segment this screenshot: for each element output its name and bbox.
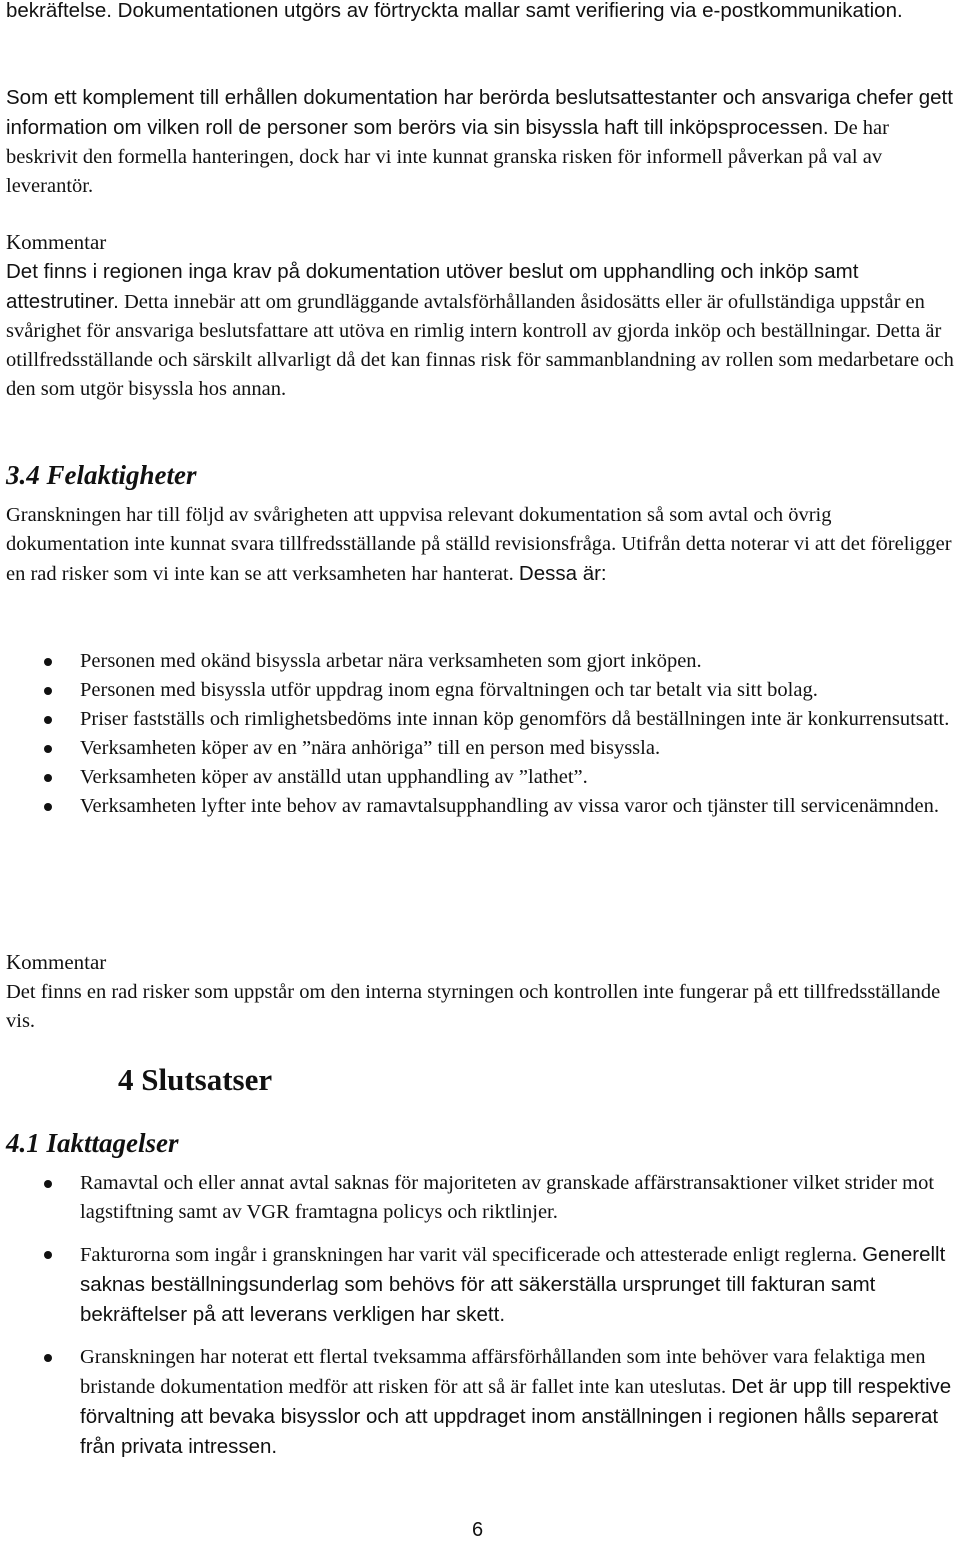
observation-text-a: Fakturorna som ingår i granskningen har varit väl specificerade och attesterade enligt reglerna. — [80, 1244, 857, 1266]
risk-list-item — [6, 705, 958, 734]
kommentar-label-1: Kommentar — [6, 230, 107, 254]
risk-list-item — [6, 647, 958, 676]
observation-text-a: Ramavtal och eller annat avtal saknas för majoriteten av granskade affärstransaktioner vilket strider mot lagstiftning samt av VGR framtagna policys och riktlinjer. — [80, 1172, 935, 1223]
section-heading-3-4: 3.4 Felaktigheter — [6, 460, 197, 490]
risk-text: Personen med okänd bisyssla arbetar nära verksamheten som gjort inköpen. — [80, 650, 702, 672]
risk-text: Personen med bisyssla utför uppdrag inom egna förvaltningen och tar betalt via sitt bolag. — [80, 679, 818, 701]
kommentar-2-text: Det finns en rad risker som uppstår om den interna styrningen och kontrollen inte fungerar på ett tillfredsställande vis. — [6, 981, 941, 1032]
komplement-paragraph — [6, 83, 958, 201]
chapter-heading-4: 4 Slutsatser — [118, 1062, 273, 1097]
risk-list-item — [6, 792, 958, 821]
bullet-icon — [44, 1251, 52, 1259]
risk-text: Verksamheten lyfter inte behov av ramavtalsupphandling av vissa varor och tjänster till servicenämnden. — [80, 795, 940, 817]
observation-list-item — [6, 1240, 958, 1330]
felaktigheter-paragraph — [6, 501, 958, 589]
bullet-icon — [44, 1180, 52, 1188]
observation-list — [6, 1169, 958, 1462]
kommentar-paragraph-2 — [6, 978, 958, 1036]
section-heading-4-1: 4.1 Iakttagelser — [6, 1128, 179, 1158]
bullet-icon — [44, 716, 52, 724]
risk-list — [6, 647, 958, 821]
bullet-icon — [44, 1354, 52, 1362]
bullet-icon — [44, 774, 52, 782]
bullet-icon — [44, 745, 52, 753]
risk-list-item — [6, 676, 958, 705]
kommentar-label-2: Kommentar — [6, 950, 107, 974]
observation-text-b: Generellt saknas beställningsunderlag som behövs för att säkerställa ursprunget till fakturan samt bekräftelser på att leverans verkligen har skett. — [80, 1243, 946, 1326]
risk-list-item — [6, 734, 958, 763]
kommentar-paragraph-1 — [6, 257, 958, 404]
risk-text: Priser fastställs och rimlighetsbedöms inte innan köp genomförs då beställningen inte är konkurrensutsatt. — [80, 708, 950, 730]
kommentar-1-text-a: Det finns i regionen inga krav på dokumentation utöver beslut om upphandling och inköp samt attestrutiner. — [6, 260, 859, 313]
bullet-icon — [44, 687, 52, 695]
risk-text: Verksamheten köper av en ”nära anhöriga” till en person med bisyssla. — [80, 737, 661, 759]
observation-text-b: Det är upp till respektive förvaltning att bevaka bisysslor och att uppdraget inom anställningen i regionen hålls separerat från privata intressen. — [80, 1375, 952, 1458]
observation-list-item — [6, 1169, 958, 1227]
felaktigheter-text-b: Dessa är: — [518, 562, 607, 585]
observation-text-a: Granskningen har noterat ett flertal tveksamma affärsförhållanden som inte behöver vara felaktiga men bristande dokumentation medför att risken för att så är fallet inte kan uteslutas. — [80, 1346, 926, 1398]
kommentar-1-text-b: Detta innebär att om grundläggande avtalsförhållanden åsidosätts eller är ofullständiga uppstår en svårighet för ansvariga beslutsfattare att utöva en rimlig intern kontroll av gjorda inköp och beställningar. Detta är otillfredsställande och särskilt allvarligt då det kan finnas risk för sammanblandning av rollen som medarbetare och den som utgör bisyssla hos annan. — [6, 291, 954, 400]
felaktigheter-text-a: Granskningen har till följd av svårigheten att uppvisa relevant dokumentation så som avtal och övrig dokumentation inte kunnat svara tillfredsställande på ställd revisionsfråga. Utifrån detta noterar vi att det föreligger en rad risker som vi inte kan se att verksamheten har hanterat. — [6, 504, 952, 585]
komplement-text-a: Som ett komplement till erhållen dokumentation har berörda beslutsattestanter och ansvariga chefer gett information om vilken roll de personer som berörs via sin bisyssla haft till inköpsprocessen. — [6, 86, 953, 139]
bullet-icon — [44, 658, 52, 666]
risk-list-item — [6, 763, 958, 792]
page-number: 6 — [472, 1519, 484, 1541]
risk-text: Verksamheten köper av anställd utan upphandling av ”lathet”. — [80, 766, 588, 788]
bullet-icon — [44, 803, 52, 811]
komplement-text-b: De har beskrivit den formella hanteringen, dock har vi inte kunnat granska risken för informell påverkan på val av leverantör. — [6, 117, 889, 197]
observation-list-item — [6, 1343, 958, 1462]
intro-paragraph — [6, 0, 958, 25]
intro-text: bekräftelse. Dokumentationen utgörs av förtryckta mallar samt verifiering via e-postkommunikation. — [6, 0, 903, 22]
